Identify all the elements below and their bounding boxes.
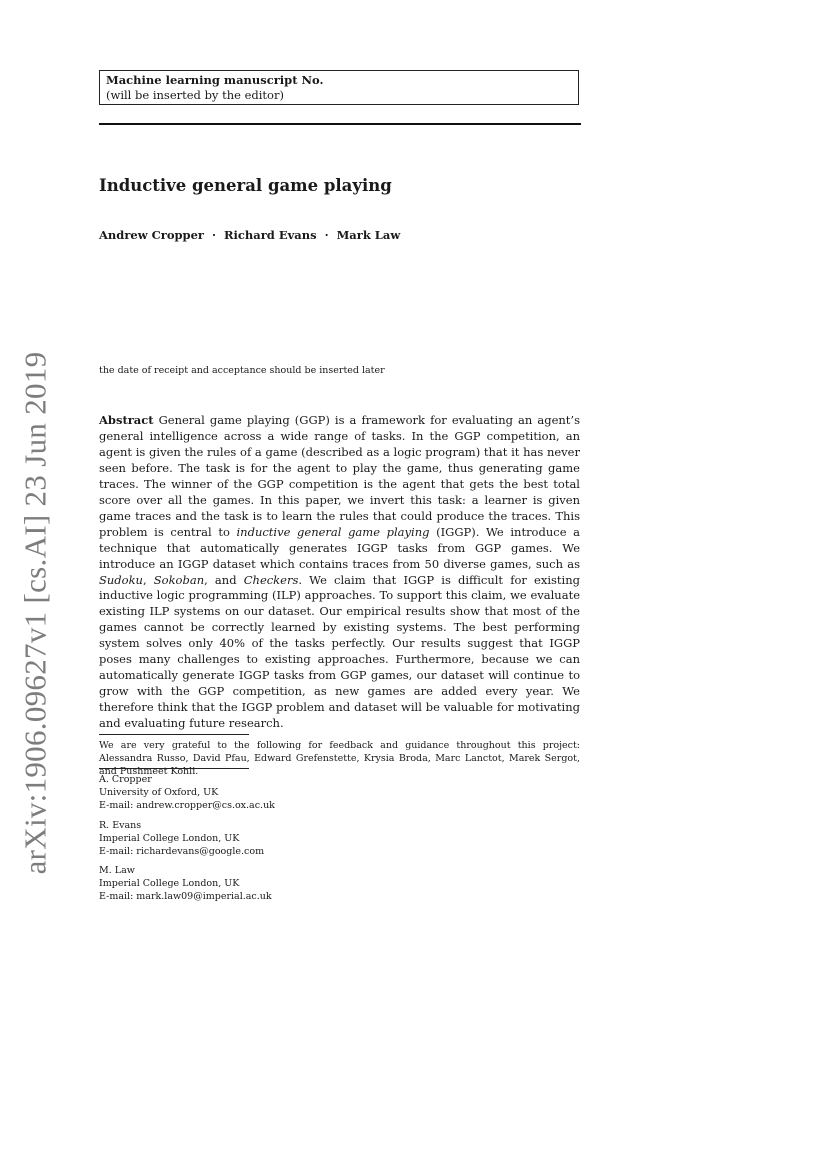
footnote-rule (99, 734, 249, 735)
affiliation-email: E-mail: richardevans@google.com (99, 845, 265, 857)
abstract-game-name: Checkers (243, 572, 299, 587)
manuscript-number: Machine learning manuscript No. (106, 73, 324, 87)
author-name: Andrew Cropper (99, 228, 204, 242)
arxiv-identifier (10, 351, 60, 875)
paper-title: Inductive general game playing (99, 176, 392, 195)
affiliation-name: R. Evans (99, 820, 142, 831)
abstract-text: , (142, 572, 154, 587)
abstract (99, 413, 580, 732)
affiliation-name: M. Law (99, 865, 135, 876)
author-list (99, 228, 400, 242)
manuscript-box (99, 70, 579, 105)
header-rule (99, 123, 581, 125)
affiliation-name: A. Cropper (99, 774, 152, 785)
receipt-note: the date of receipt and acceptance should be inserted later (99, 365, 385, 376)
abstract-text: . We claim that IGGP is difficult for existing inductive logic programming (ILP) approaches. To support this claim, we evaluate existing ILP systems on our dataset. Our empirical results show that most of the games cannot be correctly learned by existing systems. The best performing system solves only 40% of the tasks perfectly. Our results suggest that IGGP poses many challenges to existing approaches. Furthermore, because we can automatically generate IGGP tasks from GGP games, our dataset will continue to grow with the GGP competition, as new games are added every year. We therefore think that the IGGP problem and dataset will be valuable for motivating and evaluating future research. (99, 572, 580, 731)
affiliation-institution: University of Oxford, UK (99, 786, 219, 798)
affiliation-block (99, 865, 272, 903)
author-name: Mark Law (336, 228, 401, 242)
affiliation-institution: Imperial College London, UK (99, 877, 240, 889)
abstract-game-name: Sudoku (99, 572, 143, 587)
acknowledgement: We are very grateful to the following for feedback and guidance throughout this project: Alessandra Russo, David Pfau, Edward Grefenstette, Krysia Broda, Marc Lanctot, Marek Sergot, and Pushmeet Kohli. (99, 740, 580, 777)
abstract-label: Abstract (99, 413, 154, 427)
abstract-text: General game playing (GGP) is a framework for evaluating an agent’s general intelligence across a wide range of tasks. In the GGP competition, an agent is given the rules of a game (described as a logic program) that it has never seen before. The task is for the agent to play the game, thus generating game traces. The winner of the GGP competition is the agent that gets the best total score over all the games. In this paper, we invert this task: a learner is given game traces and the task is to learn the rules that could produce the traces. This problem is central to (99, 413, 580, 539)
affiliation-email: E-mail: mark.law09@imperial.ac.uk (99, 890, 272, 902)
abstract-game-name: Sokoban (153, 572, 205, 587)
abstract-italic-term: inductive general game playing (236, 524, 430, 539)
affiliation-block (99, 820, 264, 858)
author-separator: · (324, 228, 329, 242)
affiliation-email: E-mail: andrew.cropper@cs.ox.ac.uk (99, 799, 275, 811)
affiliation-block (99, 774, 275, 812)
affiliation-institution: Imperial College London, UK (99, 832, 240, 844)
author-name: Richard Evans (223, 228, 317, 242)
arxiv-identifier-text: arXiv:1906.09627v1 [cs.AI] 23 Jun 2019 (17, 351, 52, 875)
author-separator: · (211, 228, 216, 242)
manuscript-editor-note: (will be inserted by the editor) (106, 88, 284, 102)
footnote-rule (99, 768, 249, 769)
abstract-text: (IGGP). We introduce a technique that automatically generates IGGP tasks from GGP games. We introduce an IGGP dataset which contains traces from 50 diverse games, such as (99, 524, 580, 571)
abstract-text: , and (204, 572, 244, 587)
